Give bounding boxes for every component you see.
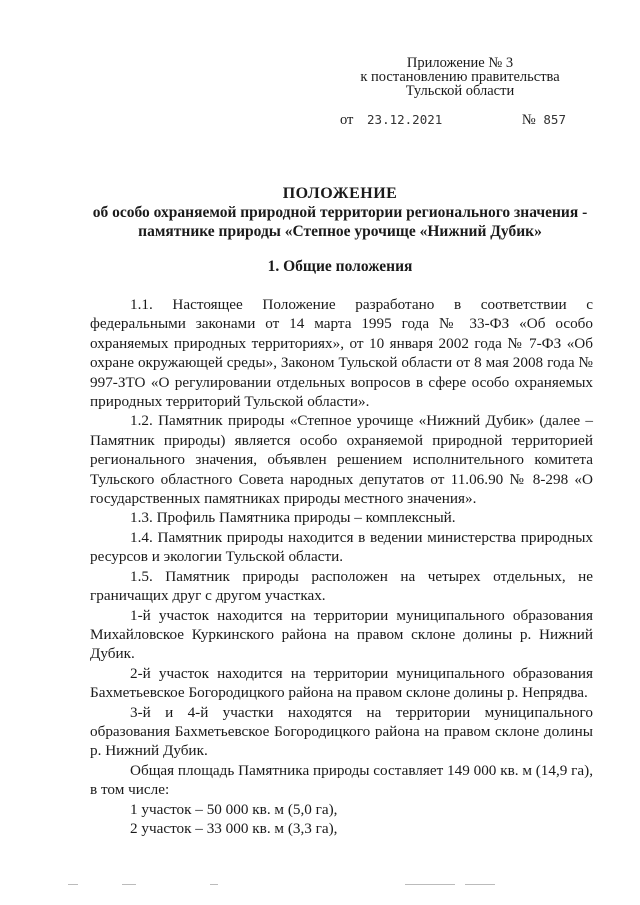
paragraph: 1.5. Памятник природы расположен на четырех отдельных, не граничащих друг с другом участках. (90, 567, 593, 605)
document-title (80, 184, 600, 241)
paragraph: 1-й участок находится на территории муниципального образования Михайловское Куркинского района на правом склоне долины р. Нижний Дубик. (90, 606, 593, 663)
paragraph: Общая площадь Памятника природы составляет 149 000 кв. м (14,9 га), в том числе: (90, 761, 594, 799)
title-line-2: об особо охраняемой природной территории регионального значения - (92, 204, 588, 221)
area-list-item: 2 участок – 33 000 кв. м (3,3 га), (130, 819, 338, 837)
body-text (90, 295, 593, 838)
from-label: от (340, 112, 354, 128)
appendix-line-1: Приложение № 3 (406, 55, 514, 71)
appendix-header (330, 56, 590, 98)
paragraph: 1.1. Настоящее Положение разработано в соответствии с федеральными законами от 14 марта 1995 года № 33-ФЗ «Об особо охраняемых природных территориях», от 10 января 2002 года № 7-ФЗ «Об охране окружающей среды», Законом Тульской области от 8 мая 2008 года № 997-ЗТО «О регулировании отдельных вопросов в сфере особо охраняемых природных территорий Тульской области». (90, 296, 593, 411)
paragraph: 1.3. Профиль Памятника природы – комплексный. (130, 509, 456, 527)
number-label: № (521, 112, 536, 128)
title-line-3: памятнике природы «Степное урочище «Нижний Дубик» (138, 223, 542, 240)
issue-number: 857 (543, 112, 566, 127)
scan-artifact-marks (60, 884, 580, 890)
appendix-line-3: Тульской области (405, 83, 515, 99)
paragraph: 3-й и 4-й участки находятся на территории муниципального образования Бахметьевское Богородицкого района на правом склоне долины р. Нижний Дубик. (90, 703, 593, 760)
paragraph: 1.2. Памятник природы «Степное урочище «Нижний Дубик» (далее – Памятник природы) является особо охраняемой природной территорией регионального значения, объявлен решением исполнительного комитета Тульского областного Совета народных депутатов от 11.06.90 № 8-298 «О государственных памятниках природы местного значения». (90, 412, 593, 508)
appendix-line-2: к постановлению правительства (360, 69, 560, 85)
title-line-1: ПОЛОЖЕНИЕ (282, 185, 398, 202)
section-heading: 1. Общие положения (267, 258, 413, 275)
paragraph: 1.4. Памятник природы находится в ведении министерства природных ресурсов и экологии Тульской области. (90, 528, 593, 566)
paragraph: 2-й участок находится на территории муниципального образования Бахметьевское Богородицкого района на правом склоне долины р. Непрядва. (90, 664, 593, 702)
area-list-item: 1 участок – 50 000 кв. м (5,0 га), (130, 800, 338, 818)
issue-date: 23.12.2021 (367, 112, 443, 127)
issue-date-line (340, 112, 566, 129)
